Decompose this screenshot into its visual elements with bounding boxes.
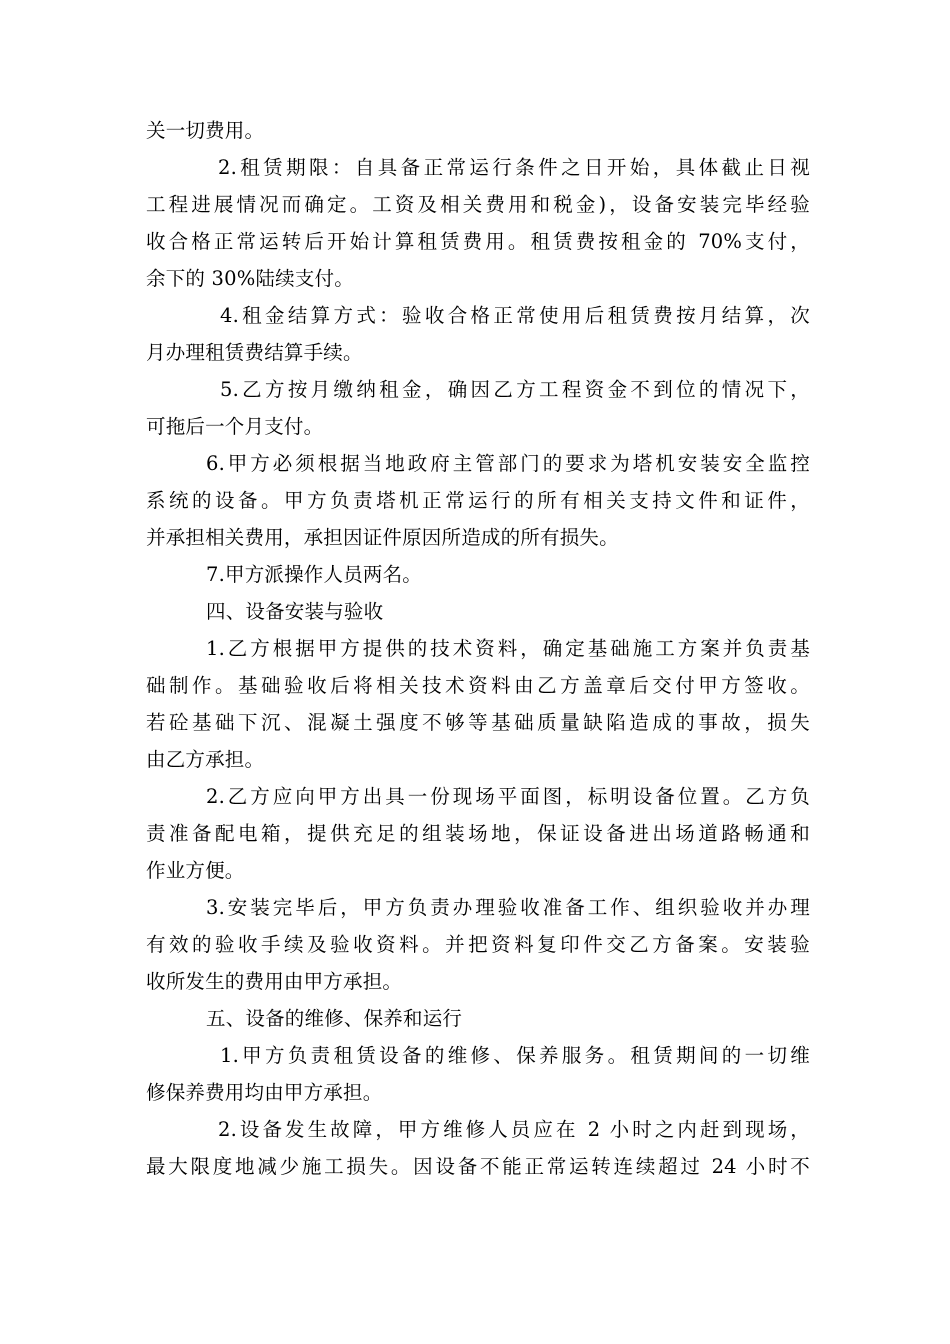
text-line-content: 4.租金结算方式：验收合格正常使用后租赁费按月结算，次 — [220, 304, 810, 327]
text-line — [146, 852, 810, 889]
text-line — [146, 260, 810, 297]
text-line — [146, 667, 810, 704]
text-line — [146, 704, 810, 741]
text-line-content: 可拖后一个月支付。 — [146, 415, 324, 438]
text-line-content: 系统的设备。甲方负责塔机正常运行的所有相关支持文件和证件， — [146, 489, 810, 512]
text-line-content: 由乙方承担。 — [146, 748, 265, 771]
text-line — [146, 593, 810, 630]
text-line-content: 2.设备发生故障，甲方维修人员应在 2 小时之内赶到现场， — [218, 1118, 810, 1141]
text-line-content: 修保养费用均由甲方承担。 — [146, 1081, 383, 1104]
text-line-content: 1.甲方负责租赁设备的维修、保养服务。租赁期间的一切维 — [220, 1044, 810, 1067]
text-line-content: 2.租赁期限：自具备正常运行条件之日开始，具体截止日视 — [218, 156, 810, 179]
text-line-content: 7.甲方派操作人员两名。 — [206, 563, 423, 586]
text-line — [146, 186, 810, 223]
text-line-content: 6.甲方必须根据当地政府主管部门的要求为塔机安装安全监控 — [206, 452, 810, 475]
text-line — [146, 778, 810, 815]
text-line-content: 础制作。基础验收后将相关技术资料由乙方盖章后交付甲方签收。 — [146, 674, 810, 697]
text-line-content: 四、设备安装与验收 — [206, 600, 384, 623]
text-line — [146, 556, 810, 593]
text-line — [146, 149, 810, 186]
text-line-content: 并承担相关费用，承担因证件原因所造成的所有损失。 — [146, 526, 619, 549]
document-page — [146, 112, 810, 1185]
text-line — [146, 1148, 810, 1185]
text-line — [146, 1111, 810, 1148]
text-line-content: 收所发生的费用由甲方承担。 — [146, 970, 403, 993]
text-line-content: 有效的验收手续及验收资料。并把资料复印件交乙方备案。安装验 — [146, 933, 810, 956]
text-line — [146, 1037, 810, 1074]
text-line-content: 作业方便。 — [146, 859, 245, 882]
text-line-content: 工程进展情况而确定。工资及相关费用和税金)，设备安装完毕经验 — [146, 193, 810, 216]
text-line-content: 责准备配电箱，提供充足的组装场地，保证设备进出场道路畅通和 — [146, 822, 810, 845]
text-line — [146, 482, 810, 519]
text-line — [146, 408, 810, 445]
text-line-content: 1.乙方根据甲方提供的技术资料，确定基础施工方案并负责基 — [206, 637, 810, 660]
text-line — [146, 889, 810, 926]
text-line — [146, 297, 810, 334]
text-line — [146, 1074, 810, 1111]
text-line-content: 3.安装完毕后，甲方负责办理验收准备工作、组织验收并办理 — [206, 896, 810, 919]
text-line — [146, 445, 810, 482]
text-line — [146, 963, 810, 1000]
text-line-content: 月办理租赁费结算手续。 — [146, 341, 363, 364]
text-line — [146, 519, 810, 556]
text-line-content: 收合格正常运转后开始计算租赁费用。租赁费按租金的 70%支付， — [146, 230, 810, 253]
text-line-content: 最大限度地减少施工损失。因设备不能正常运转连续超过 24 小时不 — [146, 1155, 810, 1178]
text-line — [146, 334, 810, 371]
text-line — [146, 1000, 810, 1037]
text-line-content: 2.乙方应向甲方出具一份现场平面图，标明设备位置。乙方负 — [206, 785, 810, 808]
text-line — [146, 371, 810, 408]
text-line — [146, 223, 810, 260]
text-line — [146, 112, 810, 149]
text-line — [146, 926, 810, 963]
text-line-content: 5.乙方按月缴纳租金，确因乙方工程资金不到位的情况下， — [220, 378, 810, 401]
text-line — [146, 815, 810, 852]
text-line-content: 五、设备的维修、保养和运行 — [206, 1007, 463, 1030]
text-line — [146, 630, 810, 667]
text-line-content: 关一切费用。 — [146, 119, 265, 142]
text-line — [146, 741, 810, 778]
text-line-content: 余下的 30%陆续支付。 — [146, 267, 354, 290]
text-line-content: 若砼基础下沉、混凝土强度不够等基础质量缺陷造成的事故，损失 — [146, 711, 810, 734]
